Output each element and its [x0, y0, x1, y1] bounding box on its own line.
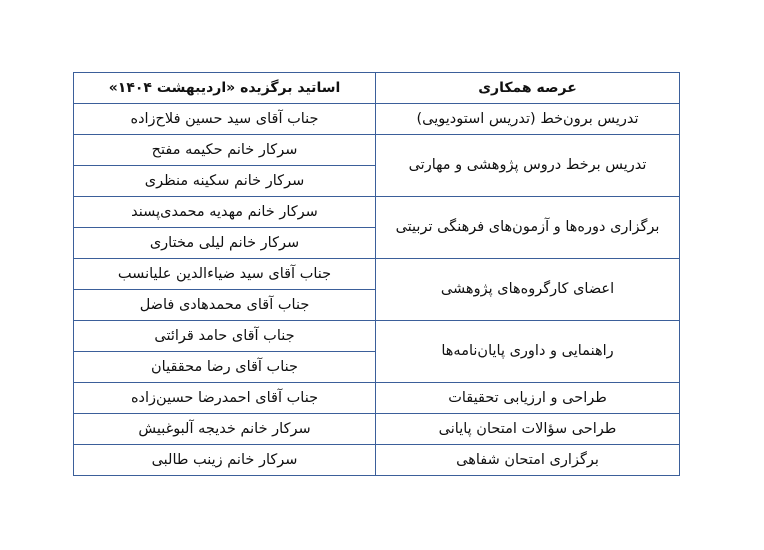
header-row: [74, 73, 680, 104]
header-area: عرصه همکاری: [376, 73, 680, 104]
professor-cell: جناب آقای محمدهادی فاضل: [74, 290, 376, 321]
table-row: [74, 104, 680, 135]
professor-cell: جناب آقای سید حسین فلاح‌زاده: [74, 104, 376, 135]
professor-cell: سرکار خانم مهدیه محمدی‌پسند: [74, 197, 376, 228]
professor-cell: جناب آقای رضا محققیان: [74, 352, 376, 383]
professor-cell: سرکار خانم لیلی مختاری: [74, 228, 376, 259]
area-cell: برگزاری امتحان شفاهی: [376, 445, 680, 476]
table-row: [74, 197, 680, 228]
table-row: [74, 383, 680, 414]
professor-cell: سرکار خانم سکینه منظری: [74, 166, 376, 197]
professor-cell: جناب آقای احمدرضا حسین‌زاده: [74, 383, 376, 414]
professor-cell: سرکار خانم زینب طالبی: [74, 445, 376, 476]
table-row: [74, 135, 680, 166]
professor-cell: سرکار خانم خدیجه آلبوغبیش: [74, 414, 376, 445]
area-cell: طراحی سؤالات امتحان پایانی: [376, 414, 680, 445]
header-professors: اساتید برگزیده «اردیبهشت ۱۴۰۴»: [74, 73, 376, 104]
area-cell: برگزاری دوره‌ها و آزمون‌های فرهنگی تربیتی: [376, 197, 680, 259]
area-cell: راهنمایی و داوری پایان‌نامه‌ها: [376, 321, 680, 383]
professor-cell: سرکار خانم حکیمه مفتح: [74, 135, 376, 166]
area-cell: اعضای کارگروه‌های پژوهشی: [376, 259, 680, 321]
table-row: [74, 445, 680, 476]
area-cell: تدریس برخط دروس پژوهشی و مهارتی: [376, 135, 680, 197]
area-cell: طراحی و ارزیابی تحقیقات: [376, 383, 680, 414]
professor-cell: جناب آقای حامد قرائتی: [74, 321, 376, 352]
area-cell: تدریس برون‌خط (تدریس استودیویی): [376, 104, 680, 135]
table-row: [74, 414, 680, 445]
awards-table: [73, 72, 680, 476]
table-row: [74, 259, 680, 290]
professor-cell: جناب آقای سید ضیاءالدین علیانسب: [74, 259, 376, 290]
table-row: [74, 321, 680, 352]
